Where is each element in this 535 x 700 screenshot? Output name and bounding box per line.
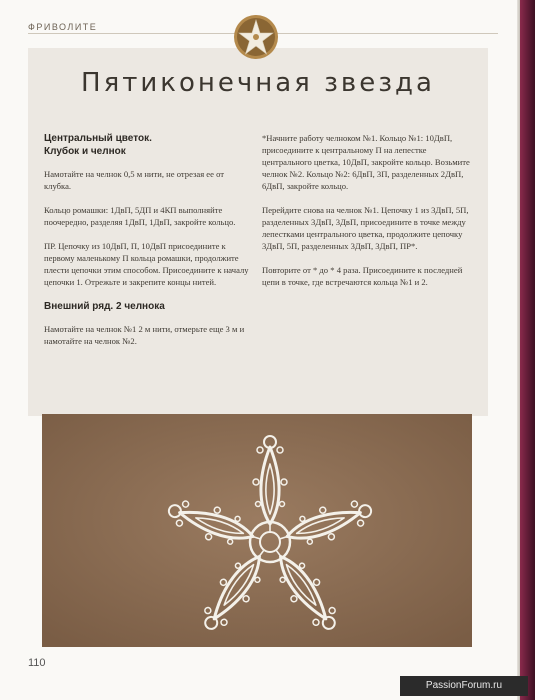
- instruction-paragraph: Перейдите снова на челнок №1. Цепочку 1 из 3ДвП, 5П, разделенных 3ДвП, 3ДвП, присоедините в точке между лепестками центрального цветка, продолжите цепочку 3ДвП, 5П, разделенных 3ДвП, 3ДвП, ПР*.: [262, 205, 469, 251]
- instruction-paragraph: Намотайте на челнок №1 2 м нити, отмерьте еще 3 м и намотайте на челнок №2.: [44, 324, 245, 346]
- instruction-paragraph: Повторите от * до * 4 раза. Присоедините к последней цепи в точке, где встречаются кольца №1 и 2.: [262, 265, 463, 287]
- page-number: 110: [28, 657, 46, 669]
- book-spine: [520, 0, 535, 700]
- section-heading-outer-row: Внешний ряд. 2 челнока: [44, 301, 165, 312]
- section-heading-central-flower: Центральный цветок. Клубок и челнок: [44, 133, 152, 157]
- star-emblem-icon: [233, 14, 279, 60]
- instruction-paragraph: *Начните работу челноком №1. Кольцо №1: 10ДвП, присоедините к центральному П на лепестке центрального цветка, 10ДвП, закройте кольцо. Возьмите челнок №2. Кольцо №2: 6ДвП, 3П, разделенных 2ДвП, 6ДвП, закройте кольцо.: [262, 133, 470, 191]
- instruction-paragraph: Намотайте на челнок 0,5 м нити, не отрезая ее от клубка.: [44, 169, 225, 191]
- instruction-paragraph: Кольцо ромашки: 1ДвП, 5ДП и 4КП выполняйте поочередно, разделяя 1ДвП, 1ДвП, закройте кольцо.: [44, 205, 236, 227]
- page-title: Пятиконечная звезда: [81, 68, 435, 98]
- section-label: ФРИВОЛИТЕ: [28, 22, 98, 32]
- lace-star-photo: [42, 414, 472, 647]
- right-column: [262, 132, 472, 300]
- left-column: [44, 132, 249, 359]
- watermark: PassionForum.ru: [400, 676, 528, 696]
- instruction-paragraph: ПР. Цепочку из 10ДвП, П, 10ДвП присоедините к первому маленькому П кольца ромашки, продолжите плести цепочки этим способом. Присоедините к началу цепочки 1. Отрежьте и закрепите концы нитей.: [44, 241, 249, 287]
